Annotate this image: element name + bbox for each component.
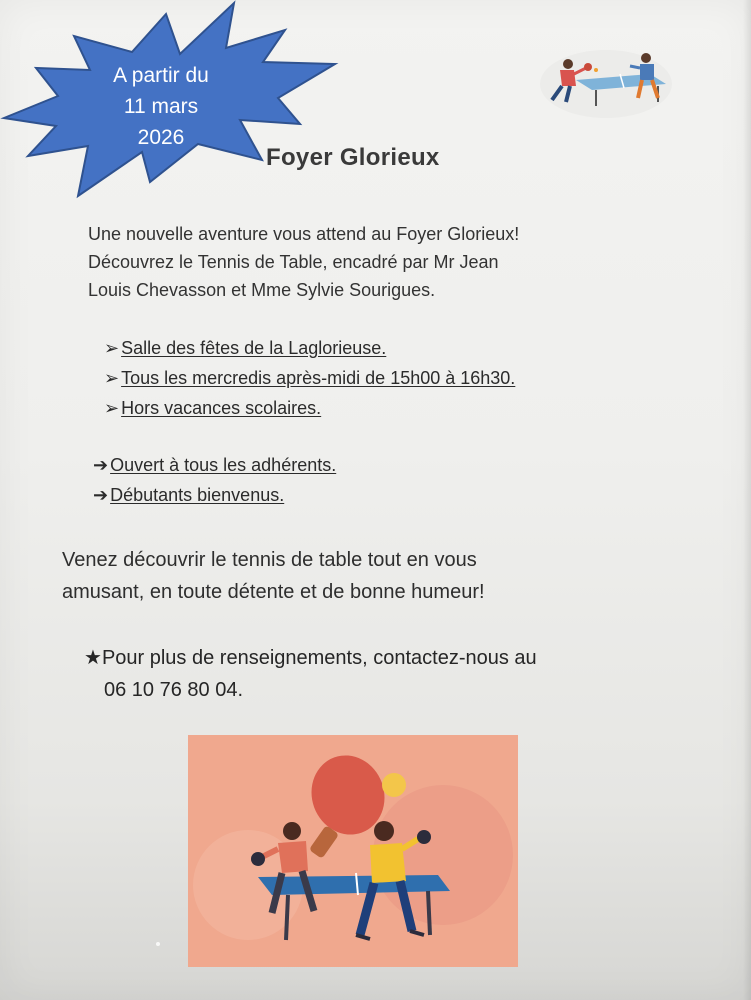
- page-title: Foyer Glorieux: [266, 144, 440, 171]
- bullet-arrow-icon: ➢: [104, 368, 120, 388]
- list-item: [104, 333, 515, 363]
- intro-line-2: Découvrez le Tennis de Table, encadré par Mr Jean: [88, 252, 499, 272]
- contact-text: Pour plus de renseignements, contactez-nous au: [101, 647, 537, 669]
- list-item: [93, 480, 336, 510]
- ping-pong-match-illustration: [188, 735, 518, 967]
- detail-location: Salle des fêtes de la Laglorieuse.: [121, 338, 387, 358]
- note-open-to-members: Ouvert à tous les adhérents.: [110, 455, 337, 475]
- badge-line-3: 2026: [137, 126, 185, 149]
- body-line-2: amusant, en toute détente et de bonne humeur!: [62, 581, 485, 603]
- list-item: [93, 450, 336, 480]
- intro-line-1: Une nouvelle aventure vous attend au Foyer Glorieux!: [88, 224, 520, 244]
- right-arrow-icon: ➔: [93, 455, 109, 475]
- paper-speck: [156, 942, 160, 946]
- list-item: [104, 393, 515, 423]
- right-arrow-icon: ➔: [93, 485, 109, 505]
- invitation-paragraph: [62, 544, 682, 608]
- details-list: [104, 333, 515, 423]
- bullet-arrow-icon: ➢: [104, 398, 120, 418]
- detail-schedule: Tous les mercredis après-midi de 15h00 à 16h30.: [121, 368, 516, 388]
- notes-list: [93, 450, 336, 510]
- contact-line-1: [84, 642, 704, 674]
- badge-line-1: A partir du: [113, 64, 209, 87]
- list-item: [104, 363, 515, 393]
- contact-phone: 06 10 76 80 04.: [104, 679, 244, 701]
- contact-paragraph: [84, 642, 704, 706]
- note-beginners-welcome: Débutants bienvenus.: [110, 485, 285, 505]
- intro-line-3: Louis Chevasson et Mme Sylvie Sourigues.: [88, 280, 436, 300]
- star-icon: ★: [84, 647, 102, 669]
- detail-holidays: Hors vacances scolaires.: [121, 398, 322, 418]
- badge-line-2: 11 mars: [123, 95, 199, 118]
- body-line-1: Venez découvrir le tennis de table tout en vous: [62, 549, 477, 571]
- bullet-arrow-icon: ➢: [104, 338, 120, 358]
- start-date-badge-text: [92, 60, 230, 153]
- intro-paragraph: [88, 220, 648, 304]
- table-tennis-players-icon: [538, 44, 674, 118]
